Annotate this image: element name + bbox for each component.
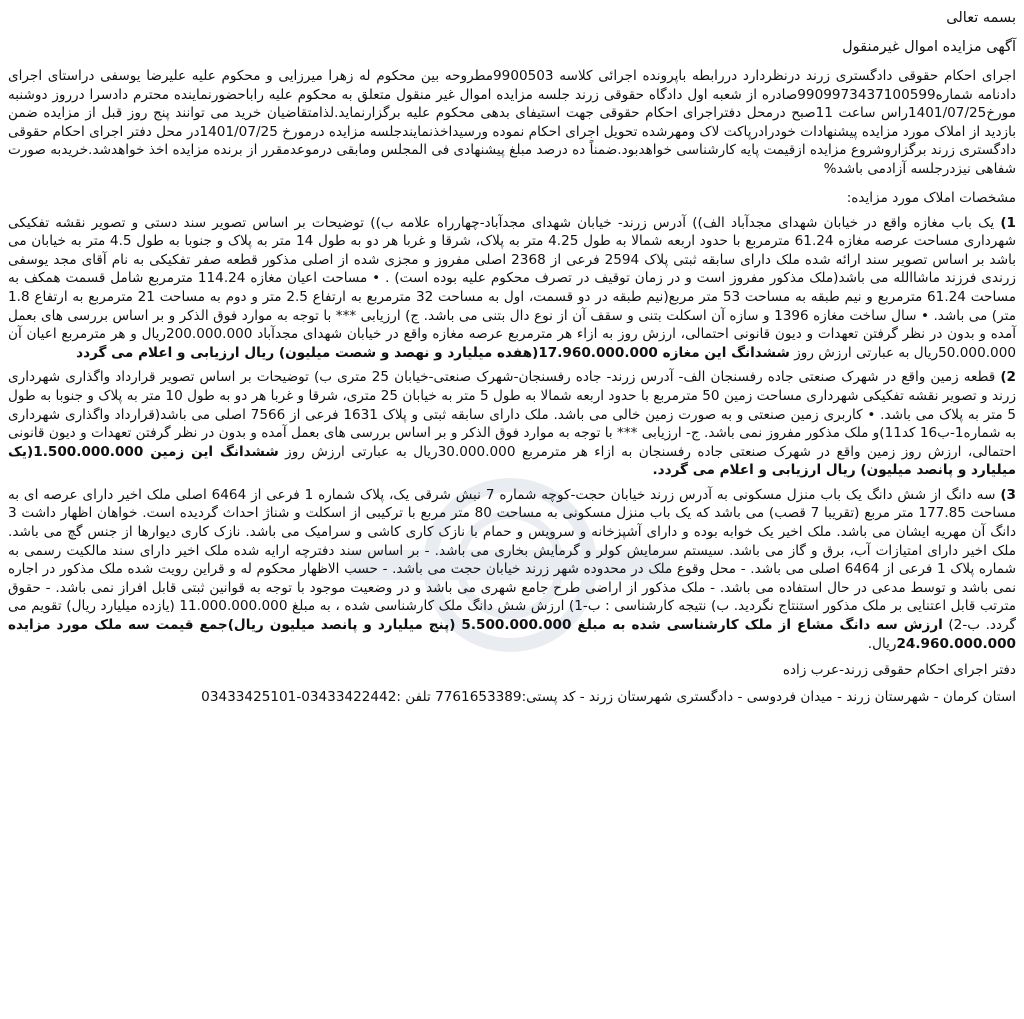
item-description: قطعه زمین واقع در شهرک صنعتی جاده رفسنجان الف- آدرس زرند- جاده رفسنجان-شهرک صنعتی-خیابان 25 متری ب) توضیحات بر اساس تصویر قرارداد واگذاری شهرداری زرند و تصویر نقشه تفکیکی شهرداری مساحت زمین 50 مترمربع با حدود اربعه شمالا به طول 5 متر به خیابان 25 متری، شرقا و غربا هر دو به طول 10 متر به پلاک و جنوبا به طول 5 متر به پلاک می باشد. • کاربری زمین صنعتی و به صورت زمین خالی می باشد. ملک دارای سابقه ثبتی و پلاک 1631 فرعی از 7566 اصلی می باشد(قرارداد واگذاری شهرداری به شماره1-ب16 کد11)و ملک مذکور مفروز نمی باشد. ج- ارزیابی *** با توجه به موارد فوق الذکر و بر اساس بررسی های بعمل آمده و بدون در نظر گرفتن تعهدات و دیون قانونی احتمالی، ارزش روز زمین واقع در شهرک صنعتی جاده رفسنجان به ازاء هر مترمربع 30.000.000ریال به عبارتی ارزش روز bbox=[8, 369, 1017, 460]
property-item-3 bbox=[8, 486, 1016, 653]
item-valuation: ششدانگ این زمین 1.500.000.000(یک میلیارد و پانصد میلیون) ریال ارزیابی و اعلام می گردد. bbox=[8, 443, 1016, 479]
signer: دفتر اجرای احکام حقوقی زرند-عرب زاده bbox=[782, 662, 1016, 679]
item-number: 2) bbox=[1000, 369, 1017, 386]
property-item-1 bbox=[8, 214, 1016, 363]
item-number: 1) bbox=[1000, 214, 1016, 231]
footer bbox=[8, 661, 1016, 707]
basmala: بسمه تعالی bbox=[946, 10, 1016, 26]
notice-title: آگهی مزایده اموال غیرمنقول bbox=[842, 39, 1016, 55]
item-tail: ریال. bbox=[867, 635, 897, 652]
properties-heading: مشخصات املاک مورد مزایده: bbox=[846, 189, 1016, 206]
property-item-2 bbox=[8, 368, 1016, 480]
item-description: یک باب مغازه واقع در خیابان شهدای مجدآباد الف)) آدرس زرند- خیابان شهدای مجدآباد-چهارراه علامه ب)) توضیحات بر اساس تصویر سند دستی و تصویر نقشه تفکیکی شهرداری مساحت عرصه مغازه 61.24 مترمربع با حدود اربعه شمالا به طول 4.25 متر به پلاک، شرقا و غربا هر دو به طول 14 متر به پلاک و جنوبا به طول 4.5 متر به خیابان می باشد بر اساس تصویر سند ارائه شده ملک دارای سابقه ثبتی پلاک 2594 فرعی از 2368 اصلی مفروز و مجزی شده از اصلی مذکور قطعه صفر تفکیکی به نام آقای مجد یوسفی زرندی فرزند ماشاالله می باشد(ملک مذکور مفروز است و در زمان توقیف در تصرف محکوم علیه بوده است) . • مساحت اعیان مغازه 114.24 مترمربع شامل قسمت همکف به مساحت 61.24 مترمربع و نیم طبقه به مساحت 53 متر مربع(نیم طبقه در دو قسمت، اول به مساحت 32 مترمربع به ارتفاع 2.5 متر و دوم به مساحت 21 مترمربع به ارتفاع 1.8 متر) می باشد. • سال ساخت مغازه 1396 و سازه آن اسکلت بتنی و سقف آن از نوع دال بتنی می باشد. ج) ارزیابی *** با توجه به موارد فوق الذکر و بر اساس بررسی های بعمل آمده و بدون در نظر گرفتن تعهدات و دیون قانونی احتمالی، ارزش روز به ازاء هر مترمربع عرصه مغازه واقع در خیابان شهدای مجدآباد 200.000.000ریال و هر مترمربع اعیان آن 50.000.000ریال به عبارتی ارزش روز bbox=[8, 214, 1017, 361]
item-number: 3) bbox=[1000, 486, 1017, 503]
contact-address: استان کرمان - شهرستان زرند - میدان فردوسی - دادگستری شهرستان زرند - کد پستی:7761653389 تلفن :03433422442-03433425101 bbox=[201, 689, 1016, 706]
item-description: سه دانگ از شش دانگ یک باب منزل مسکونی به آدرس زرند خیابان حجت-کوچه شماره 7 نبش شرقی یک، پلاک شماره 1 فرعی از 6464 اصلی ملک اخیر دارای عرصه ای به مساحت 177.85 متر مربع (تقریبا 7 قصب) می باشد که یک باب منزل مسکونی به مساحت 80 متر مربع با ترکیبی از اسکلت و شناژ احداث گردیده است. خواهان اظهار داشت 3 دانگ آن مهریه ایشان می باشد. ملک اخیر یک خوابه بوده و دارای آشپزخانه و سرویس و حمام با نازک کاری کاشی و سرامیک می باشد. نازک کاری دیوارها از جنس گچ می باشد. ملک اخیر دارای امتیازات آب، برق و گاز می باشد. سیستم سرمایش کولر و گرمایش بخاری می باشد. - بر اساس سند دفترچه ارایه شده ملک اخیر دارای سند مالکیت رسمی به شماره پلاک 1 فرعی از 6464 اصلی می باشد. - محل وقوع ملک در محدوده شهر زرند خیابان حجت می باشد. - حسب الاظهار محکوم له و قراین رویت شده ملک مذکور در اجاره نمی باشد و توسط مدعی در حال استفاده می باشد. - ملک مذکور از اراضی طرح جامع شهری می باشد و در وضعیت موجود با توجه به قوانین ثبتی قابل افراز نمی باشد. - حقوق مترتب قابل اعتنایی بر ملک مذکور استنتاج نگردید. ب) نتیجه کارشناسی : ب-1) ارزش شش دانگ ملک کارشناسی شده ، به مبلغ 11.000.000.000 (یازده میلیارد ریال) تقویم می گردد. ب-2) bbox=[8, 486, 1017, 634]
item-valuation: ششدانگ این مغازه 17.960.000.000(هفده میلیارد و نهصد و شصت میلیون) ریال ارزیابی و اعلام می گردد bbox=[76, 344, 790, 361]
intro-paragraph: اجرای احکام حقوقی دادگستری زرند درنظردارد دررابطه باپرونده اجرائی کلاسه 9900503مطروحه بین محکوم له زهرا میرزایی و محکوم علیه علیرضا یوسفی دراستای اجرای دادنامه شماره9909973437100599صادره از شعبه اول دادگاه حقوقی زرند جلسه مزایده اموال غیر منقول متعلق به محکوم علیه راباحضورنماینده محترم دادسرا درروز دوشنبه مورخ1401/07/25راس ساعت 11صبح درمحل دفتراجرای احکام حقوقی جهت استیفای بدهی محکوم علیه برگزارنماید.لذامتقاضیان خرید می توانند پنج روز قبل از مزایده ضمن بازدید از املاک مورد مزایده پیشنهادات خودرادرپاکت لاک ومهرشده تحویل اجرای احکام نموده ورسیداخذنمایندجلسه مزایده درمورخ 1401/07/25در محل دفتر اجرای احکام حقوقی دادگستری زرند برگزاروشروع مزایده ازقیمت پایه کارشناسی خواهدبود.ضمناً ده درصد مبلغ پیشنهادی فی المجلس ومابقی درموعدمقرر از برنده مزایده اخذ خواهدشد.خریدبه صورت شفاهی نیزدرجلسه آزادمی باشد% bbox=[8, 68, 1016, 177]
item-valuation: ارزش سه دانگ مشاع از ملک کارشناسی شده به مبلغ 5.500.000.000 (پنج میلیارد و پانصد میلیون ریال)جمع قیمت سه ملک مورد مزایده 24.960.000.000 bbox=[8, 617, 1016, 652]
